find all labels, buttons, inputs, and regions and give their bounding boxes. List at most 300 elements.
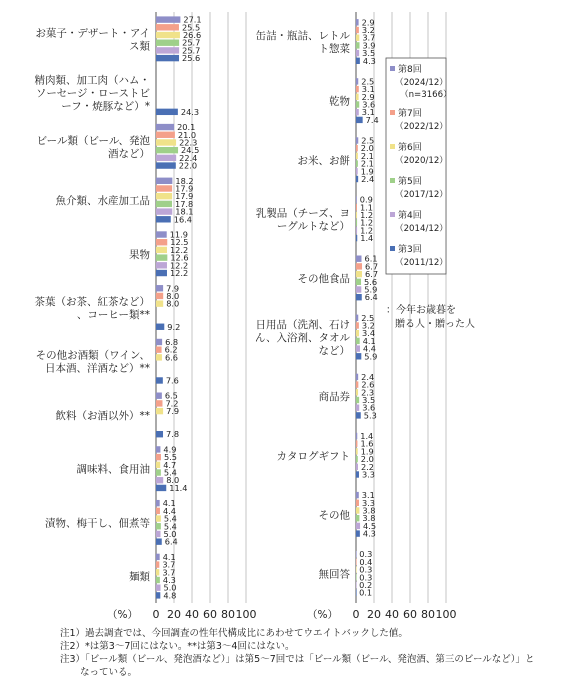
category-label: ん、入浴剤、タオル	[254, 332, 350, 345]
bar	[356, 160, 358, 166]
bar	[356, 338, 360, 344]
bar	[156, 254, 167, 260]
data-label: 0.4	[359, 556, 373, 567]
bar	[356, 117, 363, 123]
data-label: 7.8	[166, 429, 180, 440]
category-label: その他食品	[297, 272, 350, 285]
data-label: 6.4	[364, 292, 378, 303]
data-label: 8.0	[166, 290, 180, 301]
data-label: 3.5	[362, 48, 376, 59]
legend-name: 第3回	[398, 245, 422, 255]
legend-period: （2024/12）	[395, 78, 448, 88]
data-label: 2.5	[361, 76, 375, 87]
bar	[356, 405, 359, 411]
data-label: 2.9	[361, 17, 375, 28]
legend-swatch	[390, 246, 395, 251]
data-label: 22.0	[178, 160, 198, 171]
bar	[356, 574, 357, 580]
x-tick-label: 100	[435, 608, 457, 621]
data-label: 3.7	[362, 32, 376, 43]
bar	[156, 431, 163, 437]
data-label: 4.4	[362, 343, 376, 354]
bar	[156, 523, 161, 529]
legend-caption: 贈る人・贈った人	[395, 319, 475, 330]
data-label: 25.6	[182, 53, 201, 64]
legend-swatch	[390, 144, 395, 149]
bar	[356, 389, 358, 395]
legend-note: （n=3166）	[400, 90, 452, 100]
bar	[356, 353, 361, 359]
data-label: 25.7	[182, 45, 201, 56]
chart-panel-1	[35, 12, 257, 621]
footnote-4: なっている。	[80, 667, 138, 678]
bar	[156, 216, 171, 222]
category-label: など）	[318, 345, 350, 358]
data-label: 17.9	[175, 183, 194, 194]
bar	[356, 137, 358, 143]
bar	[156, 393, 162, 399]
data-label: 1.9	[360, 166, 374, 177]
x-tick-label: 20	[167, 608, 181, 621]
bar	[156, 193, 172, 199]
data-label: 1.2	[360, 225, 374, 236]
data-label: 3.7	[162, 567, 176, 578]
data-label: 2.0	[360, 143, 374, 154]
bar	[356, 78, 358, 84]
data-label: 24.3	[180, 106, 200, 117]
data-label: 0.1	[359, 587, 373, 598]
bar	[156, 469, 161, 475]
bar	[356, 559, 357, 565]
data-label: 7.2	[165, 398, 179, 409]
x-unit-label: （%）	[107, 609, 138, 621]
bar	[356, 433, 357, 439]
category-label: 無回答	[318, 568, 350, 581]
bar	[156, 16, 180, 22]
data-label: 5.0	[163, 528, 177, 539]
data-label: 22.3	[179, 137, 198, 148]
data-label: 8.0	[166, 475, 180, 486]
legend-period: （2020/12）	[395, 156, 448, 166]
bar	[356, 204, 357, 210]
bar	[156, 47, 179, 53]
bar	[156, 270, 167, 276]
bar	[356, 523, 360, 529]
data-label: 2.3	[361, 387, 375, 398]
bar	[356, 330, 359, 336]
bar	[356, 42, 360, 48]
data-label: 2.1	[360, 150, 374, 161]
data-label: 2.5	[361, 135, 375, 146]
legend-caption: ：今年お歳暮を	[386, 305, 456, 316]
bar	[356, 227, 357, 233]
bar	[156, 569, 159, 575]
data-label: 24.5	[181, 145, 200, 156]
data-label: 1.4	[360, 431, 374, 441]
bar	[156, 324, 164, 330]
data-label: 4.1	[162, 551, 176, 562]
data-label: 6.6	[164, 352, 178, 363]
data-label: 5.4	[163, 513, 177, 524]
data-label: 25.7	[182, 37, 201, 48]
data-label: 17.9	[175, 191, 194, 202]
data-label: 0.9	[359, 194, 373, 205]
data-label: 4.3	[362, 528, 376, 539]
data-label: 9.2	[167, 321, 181, 332]
data-label: 5.9	[364, 284, 378, 295]
bar	[156, 24, 179, 30]
category-label: 日用品（洗剤、石け	[255, 319, 350, 332]
x-tick-label: 0	[352, 608, 360, 621]
bar	[156, 554, 160, 560]
footnote-1: 注1）過去調査では、今回調査の性年代構成比にあわせてウエイトバックした値。	[60, 628, 408, 639]
bar	[156, 262, 167, 268]
category-label: 漬物、梅干し、佃煮等	[45, 517, 150, 530]
data-label: 27.1	[183, 14, 202, 25]
bar	[156, 538, 162, 544]
bar	[356, 109, 359, 115]
data-label: 3.1	[361, 107, 375, 118]
bar	[356, 507, 359, 513]
bar	[356, 35, 359, 41]
category-label: 魚介類、水産加工品	[55, 195, 150, 208]
data-label: 22.4	[179, 152, 198, 163]
category-label: ソーセージ・ローストビ	[35, 87, 150, 100]
x-tick-label: 0	[152, 608, 160, 621]
data-label: 3.3	[361, 497, 376, 508]
data-label: 3.8	[362, 505, 376, 516]
data-label: 3.6	[362, 99, 376, 110]
legend-period: （2014/12）	[395, 224, 448, 234]
bar	[356, 464, 358, 470]
category-label: 果物	[129, 248, 150, 261]
data-label: 3.9	[362, 40, 376, 51]
data-label: 11.9	[169, 229, 188, 240]
bar	[356, 86, 359, 92]
category-label: 乾物	[329, 95, 350, 108]
data-label: 7.9	[166, 406, 180, 417]
data-label: 3.1	[361, 490, 375, 501]
bar	[156, 408, 163, 414]
bar	[356, 374, 358, 380]
data-label: 18.2	[175, 175, 194, 186]
category-label: ス類	[129, 40, 150, 53]
data-label: 5.5	[163, 452, 177, 463]
bar	[356, 551, 357, 557]
data-label: 2.6	[361, 379, 375, 390]
bar	[156, 147, 178, 153]
category-label: 酒など）	[108, 147, 150, 160]
bar	[156, 300, 163, 306]
data-label: 3.2	[361, 25, 375, 35]
legend-period: （2017/12）	[395, 190, 448, 200]
bar	[356, 256, 361, 262]
bar	[356, 101, 359, 107]
legend-period: （2011/12）	[395, 258, 448, 268]
bar	[356, 196, 357, 202]
data-label: 2.0	[360, 454, 374, 465]
bar	[356, 286, 361, 292]
data-label: 12.2	[169, 244, 189, 255]
bar	[356, 263, 362, 269]
data-label: 0.3	[359, 549, 373, 560]
bar	[156, 231, 167, 237]
bar	[356, 50, 359, 56]
x-tick-label: 80	[421, 608, 435, 621]
data-label: 0.2	[359, 580, 373, 590]
data-label: 4.1	[162, 498, 176, 509]
category-label: 麺類	[129, 571, 150, 584]
data-label: 7.6	[165, 375, 179, 386]
bar	[356, 566, 357, 572]
bar	[156, 446, 160, 452]
bar	[156, 162, 176, 168]
data-label: 4.9	[163, 444, 177, 455]
bar	[156, 40, 179, 46]
data-label: 8.0	[166, 298, 180, 309]
bar	[156, 155, 176, 161]
footnote-3: 注3）「ビール類（ビール、発泡酒など）」は第5～7回では「ビール類（ビール、発泡酒、第三のビールなど）」と	[60, 654, 535, 665]
bar	[356, 582, 357, 588]
data-label: 4.3	[162, 574, 176, 585]
data-label: 0.3	[359, 564, 373, 575]
data-label: 5.6	[364, 276, 378, 287]
data-label: 4.5	[363, 520, 377, 531]
data-label: 2.4	[361, 371, 375, 382]
data-label: 6.8	[165, 336, 179, 347]
data-label: 2.1	[360, 158, 374, 169]
bar	[156, 32, 180, 38]
bar	[156, 178, 172, 184]
bar	[356, 153, 358, 159]
bar	[356, 441, 357, 447]
bar	[156, 346, 162, 352]
footnotes	[60, 627, 555, 679]
data-label: 7.4	[365, 114, 379, 125]
data-label: 6.2	[164, 344, 178, 355]
data-label: 4.1	[362, 335, 376, 346]
category-label: 飲料（お酒以外）**	[55, 409, 150, 422]
data-label: 12.2	[169, 268, 189, 279]
data-label: 3.4	[362, 328, 376, 339]
legend-swatch	[390, 212, 395, 217]
bar	[156, 132, 175, 138]
bar	[356, 345, 360, 351]
x-tick-label: 40	[185, 608, 199, 621]
bar	[356, 27, 359, 33]
data-label: 12.5	[170, 237, 189, 248]
data-label: 6.4	[164, 536, 178, 547]
data-label: 21.0	[177, 129, 197, 140]
data-label: 5.9	[364, 351, 378, 362]
data-label: 3.1	[361, 84, 375, 95]
bar	[156, 377, 163, 383]
bar	[156, 584, 161, 590]
legend-swatch	[390, 178, 395, 183]
category-label: 精肉類、加工肉（ハム・	[34, 74, 150, 87]
bar	[156, 139, 176, 145]
bar	[156, 561, 159, 567]
category-label: 日本酒、洋酒など）**	[45, 362, 150, 375]
legend-period: （2022/12）	[395, 122, 448, 132]
data-label: 4.4	[162, 505, 176, 516]
bar	[156, 285, 163, 291]
data-label: 5.3	[363, 410, 377, 421]
legend	[386, 58, 475, 330]
data-label: 1.6	[360, 438, 374, 449]
bar	[156, 400, 162, 406]
category-label: ーグルトなど）	[276, 220, 350, 233]
legend-name: 第8回	[398, 65, 422, 75]
data-label: 12.2	[169, 260, 189, 271]
category-label: 缶詰・瓶詰、レトル	[255, 30, 350, 43]
data-label: 16.4	[173, 214, 192, 225]
data-label: 2.2	[360, 461, 375, 472]
category-label: カタログギフト	[276, 450, 350, 463]
bar	[156, 500, 160, 506]
data-label: 3.8	[362, 513, 376, 524]
bar	[156, 515, 161, 521]
bar	[156, 239, 167, 245]
bar	[356, 279, 361, 285]
category-label: 乳製品（チーズ、ヨ	[255, 207, 350, 220]
legend-name: 第5回	[398, 177, 422, 187]
data-label: 6.5	[164, 390, 178, 401]
x-unit-label: （%）	[307, 609, 338, 621]
category-label: ビール類（ビール、発泡	[36, 134, 150, 147]
data-label: 6.1	[364, 253, 378, 264]
bar	[356, 271, 362, 277]
data-label: 25.5	[181, 22, 201, 33]
legend-swatch	[390, 110, 395, 115]
bar	[356, 590, 357, 596]
bar	[356, 294, 362, 300]
bar	[356, 58, 360, 64]
data-label: 1.9	[360, 446, 374, 457]
data-label: 1.2	[360, 217, 374, 228]
data-label: 17.8	[175, 198, 194, 209]
data-label: 5.0	[163, 582, 177, 593]
data-label: 2.5	[361, 312, 375, 323]
category-label: 商品券	[318, 391, 350, 404]
data-label: 1.4	[360, 233, 374, 244]
x-tick-label: 80	[221, 608, 235, 621]
bar	[356, 220, 357, 226]
data-label: 26.6	[182, 30, 202, 41]
bar	[356, 515, 359, 521]
bar	[356, 94, 359, 100]
bar	[356, 176, 358, 182]
category-label: その他お酒類（ワイン、	[35, 349, 150, 362]
bar	[356, 168, 358, 174]
data-label: 0.3	[359, 572, 373, 583]
bar	[156, 477, 163, 483]
data-label: 3.3	[361, 469, 376, 480]
x-tick-label: 60	[203, 608, 217, 621]
data-label: 1.1	[359, 202, 374, 213]
bar	[156, 462, 160, 468]
bar	[356, 315, 358, 321]
category-label: ーフ・焼豚など）*	[61, 100, 150, 113]
bar	[356, 235, 357, 241]
data-label: 3.2	[361, 320, 375, 331]
bar	[156, 577, 160, 583]
bar	[356, 322, 359, 328]
bar	[356, 456, 358, 462]
data-label: 7.9	[166, 283, 180, 294]
bar	[156, 354, 162, 360]
bar	[156, 185, 172, 191]
bar	[356, 448, 358, 454]
category-label: 茶葉（お茶、紅茶など）	[34, 296, 150, 308]
data-label: 11.4	[169, 482, 188, 493]
bar	[356, 471, 359, 477]
bar	[156, 508, 160, 514]
x-tick-label: 20	[367, 608, 381, 621]
category-label: その他	[318, 509, 350, 522]
bar	[156, 293, 163, 299]
bar	[156, 339, 162, 345]
data-label: 5.4	[163, 521, 177, 532]
bar	[356, 492, 359, 498]
footnote-2: 注2）*は第3～7回にはない。**は第3～4回にはない。	[60, 641, 295, 652]
bar	[356, 145, 358, 151]
bar	[156, 124, 174, 130]
category-label: 調味料、食用油	[76, 463, 150, 476]
category-label: 、コーヒー類**	[76, 309, 150, 321]
bar	[156, 208, 172, 214]
data-label: 20.1	[177, 122, 196, 133]
bar	[156, 592, 160, 598]
bar	[356, 397, 359, 403]
bar	[356, 412, 361, 418]
data-label: 6.7	[365, 269, 379, 280]
bar	[156, 247, 167, 253]
data-label: 4.8	[163, 590, 177, 601]
x-tick-label: 40	[385, 608, 399, 621]
category-label: お米、お餅	[297, 154, 350, 167]
data-label: 3.5	[362, 395, 376, 405]
data-label: 2.9	[361, 91, 375, 102]
bar	[356, 500, 359, 506]
data-label: 3.6	[362, 402, 376, 413]
legend-name: 第7回	[398, 109, 422, 119]
data-label: 2.4	[361, 174, 375, 184]
legend-swatch	[390, 66, 395, 71]
bar	[156, 454, 161, 460]
x-tick-label: 100	[235, 608, 257, 621]
data-label: 4.7	[163, 459, 177, 470]
bar	[156, 55, 179, 61]
data-label: 1.2	[360, 210, 374, 220]
bar	[156, 485, 166, 491]
bar	[156, 531, 161, 537]
category-label: お菓子・デザート・アイ	[35, 27, 150, 40]
data-label: 18.1	[175, 206, 194, 217]
bar	[356, 212, 357, 218]
bar	[156, 201, 172, 207]
bar	[156, 109, 178, 115]
category-label: ト惣菜	[318, 43, 350, 56]
data-label: 5.4	[163, 467, 177, 478]
data-label: 4.3	[362, 55, 376, 66]
data-label: 3.7	[162, 559, 176, 570]
data-label: 6.7	[365, 261, 379, 272]
bar	[356, 530, 360, 536]
legend-name: 第4回	[398, 211, 422, 221]
legend-name: 第6回	[398, 143, 422, 153]
x-tick-label: 60	[403, 608, 417, 621]
